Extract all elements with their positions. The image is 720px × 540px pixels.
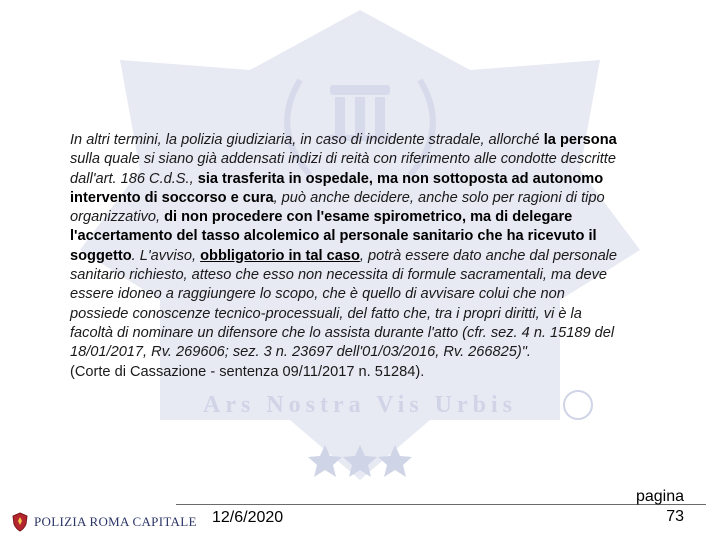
footer-divider bbox=[176, 504, 706, 505]
text-run: facoltà di nominare un difensore che lo assista durante l'atto (cfr. sez. 4 n. 15189 del bbox=[70, 324, 615, 341]
watermark-motto: Ars Nostra Vis Urbis bbox=[203, 392, 517, 418]
police-badge-icon bbox=[12, 512, 28, 532]
bold-run: intervento di soccorso e cura bbox=[70, 189, 274, 206]
bold-run: sia trasferita in ospedale, ma non sottoposta ad autonomo bbox=[197, 170, 604, 187]
text-run: possiede conoscenze tecnico-processuali, del fatto che, tra i propri diritti, vi è la bbox=[70, 305, 582, 322]
citation: (Corte di Cassazione - sentenza 09/11/2017 n. 51284). bbox=[70, 363, 425, 380]
bold-run: di non procedere con l'esame spirometrico, ma di delegare bbox=[164, 209, 573, 226]
paragraph bbox=[70, 131, 678, 363]
text-run: 18/01/2017, Rv. 269606; sez. 3 n. 23697 dell'01/03/2016, Rv. 266825)". bbox=[70, 344, 531, 361]
bold-run: l'accertamento del tasso alcolemico al personale sanitario che ha ricevuto il bbox=[70, 228, 597, 245]
bold-run: la persona bbox=[543, 132, 617, 148]
text-run: essere idoneo a raggiungere lo scopo, che è quello di avvisare colui che non bbox=[70, 286, 565, 303]
document-body bbox=[70, 131, 678, 382]
text-run: dall'art. 186 C.d.S., bbox=[70, 170, 198, 187]
text-run: , può anche decidere, anche solo per ragioni di tipo bbox=[273, 189, 605, 206]
footer-date: 12/6/2020 bbox=[212, 509, 284, 526]
page-label: pagina bbox=[635, 488, 684, 505]
text-run: sulla quale si siano già addensati indizi di reità con riferimento alle condotte descritte bbox=[70, 151, 616, 168]
footer-logo bbox=[12, 512, 197, 532]
page-indicator bbox=[636, 487, 684, 527]
text-run: organizzativo, bbox=[70, 209, 165, 226]
text-run: , potrà essere dato anche dal personale bbox=[359, 247, 618, 264]
text-run: . L'avviso, bbox=[131, 247, 201, 264]
text-run: sanitario richiesto, atteso che esso non necessita di formule sacramentali, ma deve bbox=[70, 267, 607, 284]
page-number: 73 bbox=[666, 508, 684, 525]
logo-text: POLIZIA ROMA CAPITALE bbox=[34, 514, 197, 529]
underlined-bold-run: obbligatorio in tal caso bbox=[200, 247, 360, 264]
text-run: In altri termini, la polizia giudiziaria, in caso di incidente stradale, allorché bbox=[70, 132, 544, 148]
bold-run: soggetto bbox=[70, 247, 132, 264]
